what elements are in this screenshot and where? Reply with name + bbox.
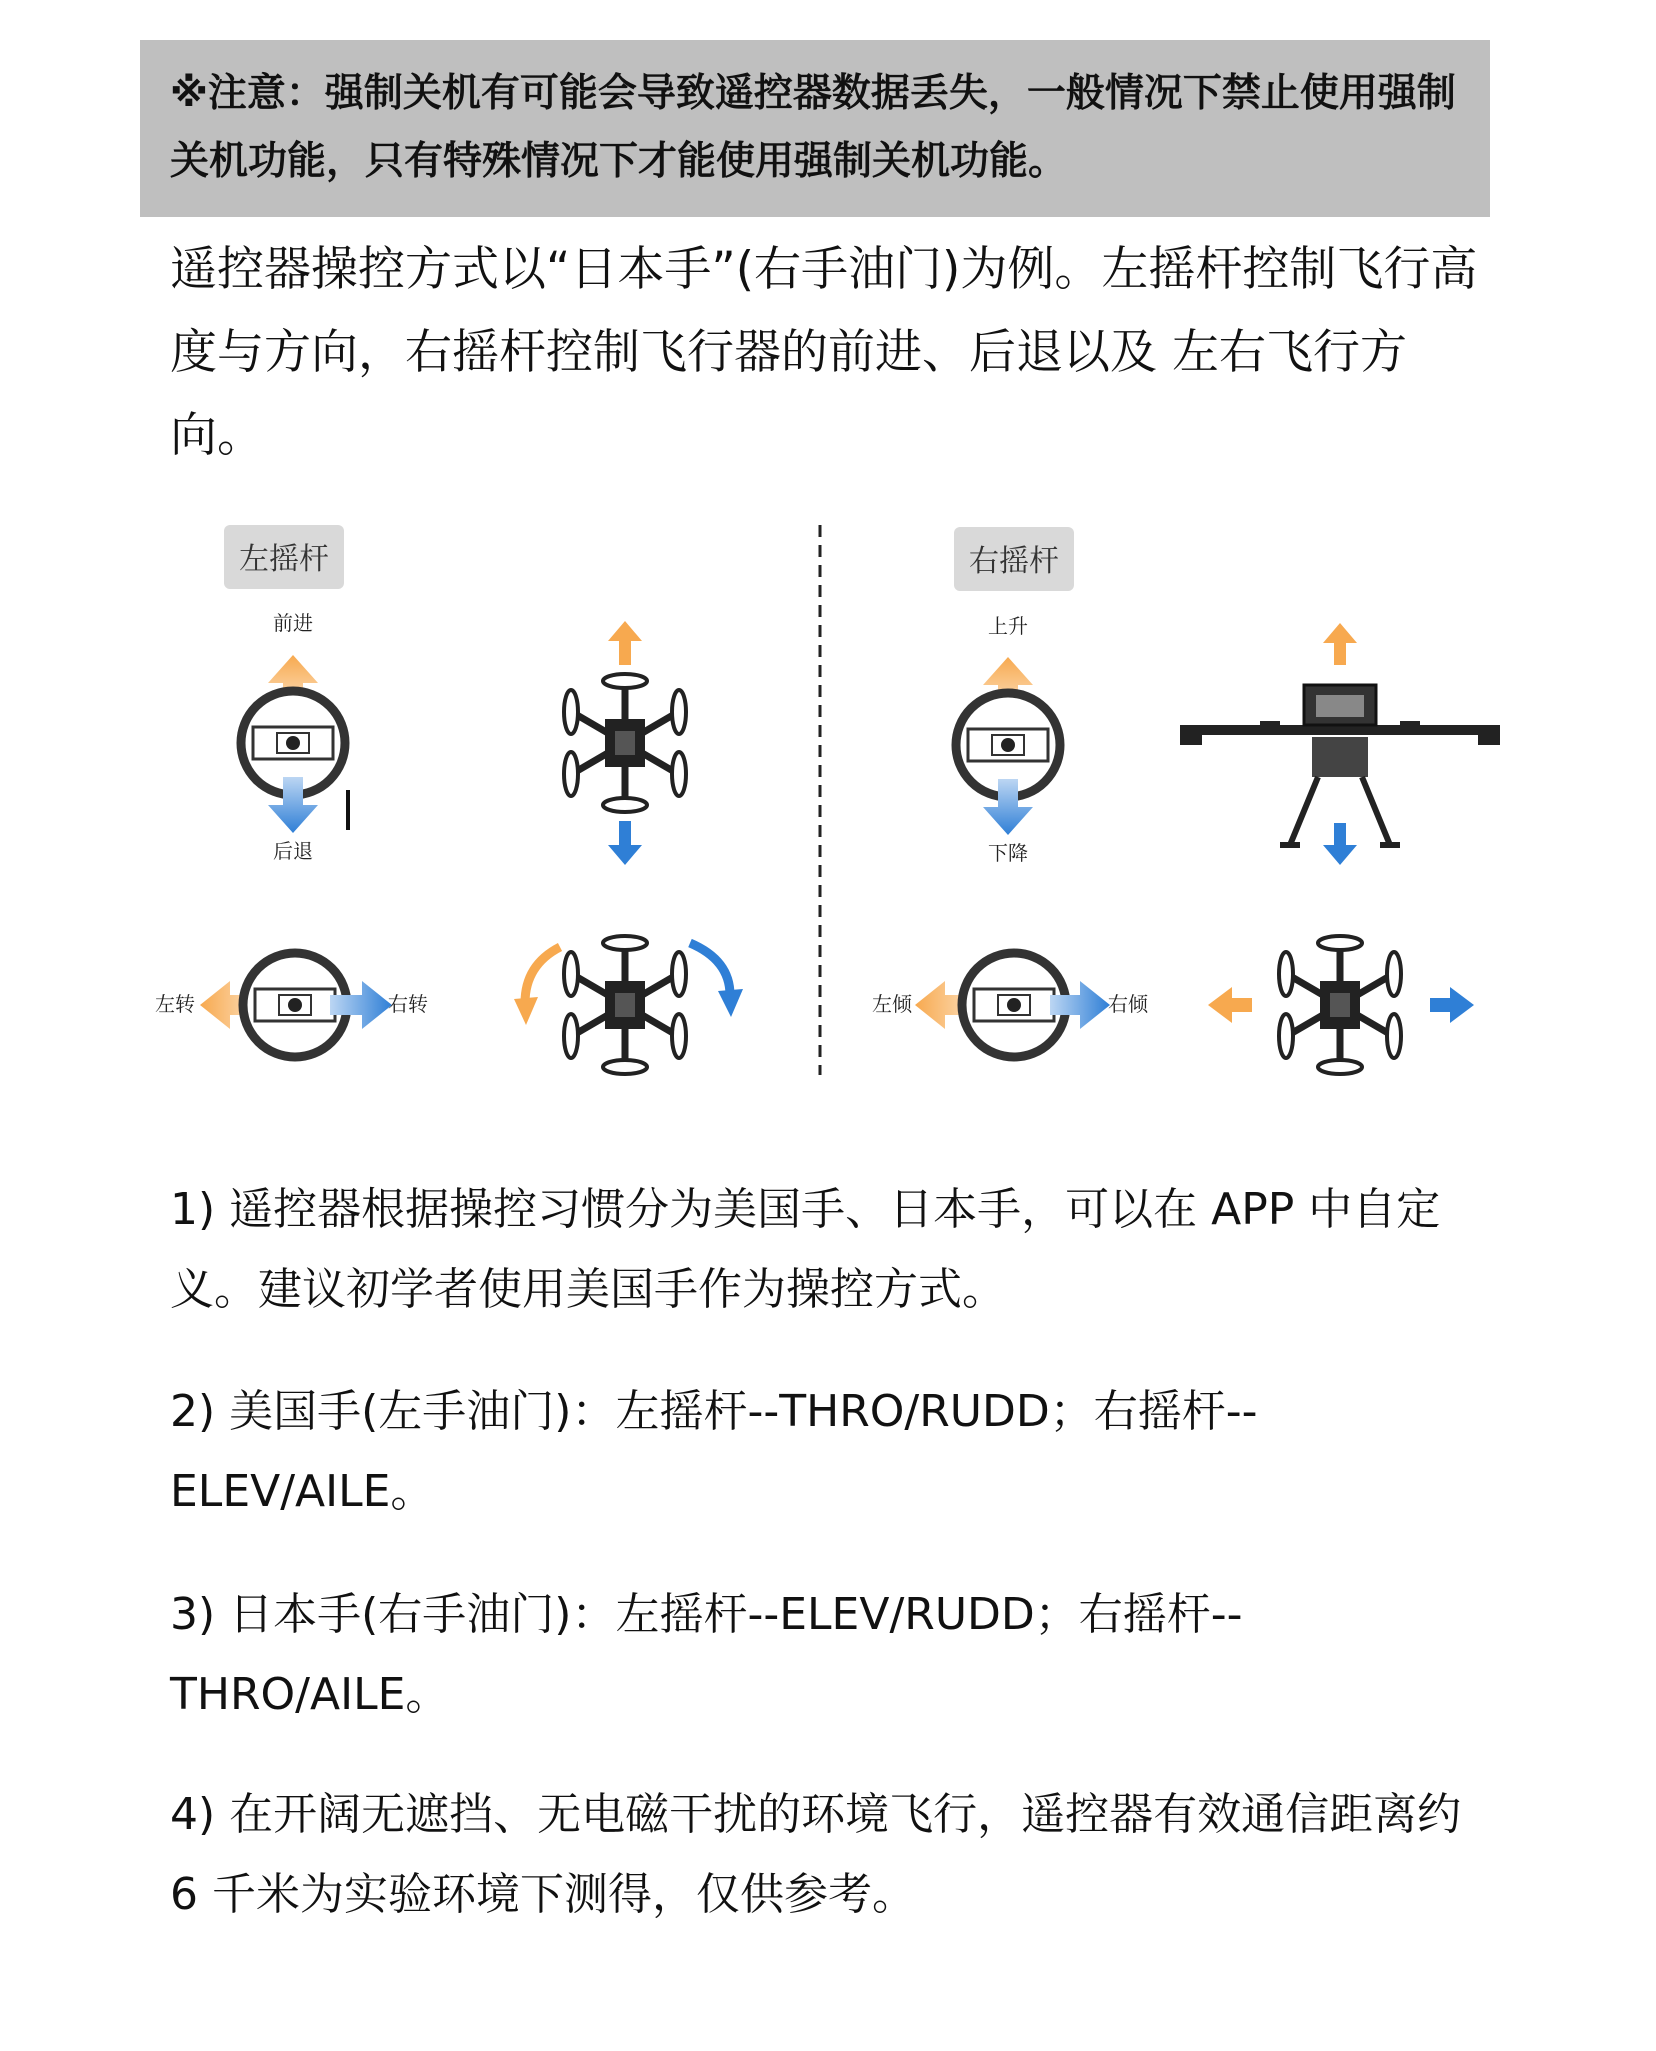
rotate-ccw-arrowhead-icon bbox=[514, 997, 538, 1025]
right-stick-tag-label: 右摇杆 bbox=[969, 544, 1059, 579]
left-stick-tag-label: 左摇杆 bbox=[239, 542, 329, 577]
right-up-label: 上升 bbox=[988, 614, 1028, 638]
arrow-down-icon bbox=[608, 821, 642, 865]
arrow-down-icon bbox=[1323, 823, 1357, 865]
stick-diagram bbox=[140, 515, 1500, 1085]
stick-control-figure bbox=[140, 515, 1500, 1085]
left-turn-right-label: 右转 bbox=[388, 992, 428, 1016]
warning-box bbox=[140, 40, 1490, 217]
list-item: 3) 日本手(右手油门)：左摇杆--ELEV/RUDD；右摇杆--THRO/AILE。 bbox=[170, 1589, 1243, 1720]
rotate-cw-arc bbox=[690, 943, 730, 995]
rotate-ccw-arc bbox=[525, 947, 560, 1003]
right-down-label: 下降 bbox=[988, 841, 1028, 865]
right-tilt-right-label: 右倾 bbox=[1108, 992, 1148, 1016]
right-tilt-left-label: 左倾 bbox=[872, 992, 912, 1016]
list-item: 2) 美国手(左手油门)：左摇杆--THRO/RUDD；右摇杆--ELEV/AILE。 bbox=[170, 1386, 1258, 1517]
hexacopter-top-view bbox=[564, 674, 686, 812]
arrow-up-icon bbox=[1323, 623, 1357, 665]
arrow-left-icon bbox=[1208, 987, 1252, 1023]
list-item: 1) 遥控器根据操控习惯分为美国手、日本手，可以在 APP 中自定义。建议初学者使用美国手作为操控方式。 bbox=[170, 1184, 1441, 1315]
arrow-right-icon bbox=[1430, 987, 1474, 1023]
text-cursor-mark bbox=[346, 790, 350, 830]
hexacopter-roll-view bbox=[1279, 936, 1401, 1074]
drone-side-view bbox=[1180, 685, 1500, 845]
list-item: 4) 在开阔无遮挡、无电磁干扰的环境飞行，遥控器有效通信距离约 6 千米为实验环境下测得，仅供参考。 bbox=[170, 1789, 1462, 1920]
left-forward-label: 前进 bbox=[273, 611, 313, 635]
rotate-cw-arrowhead-icon bbox=[718, 989, 743, 1017]
hexacopter-yaw-view bbox=[564, 936, 686, 1074]
arrow-up-icon bbox=[608, 621, 642, 665]
left-turn-left-label: 左转 bbox=[155, 992, 195, 1016]
intro-paragraph: 遥控器操控方式以“日本手”(右手油门)为例。左摇杆控制飞行高度与方向，右摇杆控制飞行器的前进、后退以及 左右飞行方向。 bbox=[170, 242, 1478, 463]
left-backward-label: 后退 bbox=[273, 839, 313, 863]
warning-text: ※注意：强制关机有可能会导致遥控器数据丢失，一般情况下禁止使用强制关机功能，只有特殊情况下才能使用强制关机功能。 bbox=[170, 71, 1456, 184]
